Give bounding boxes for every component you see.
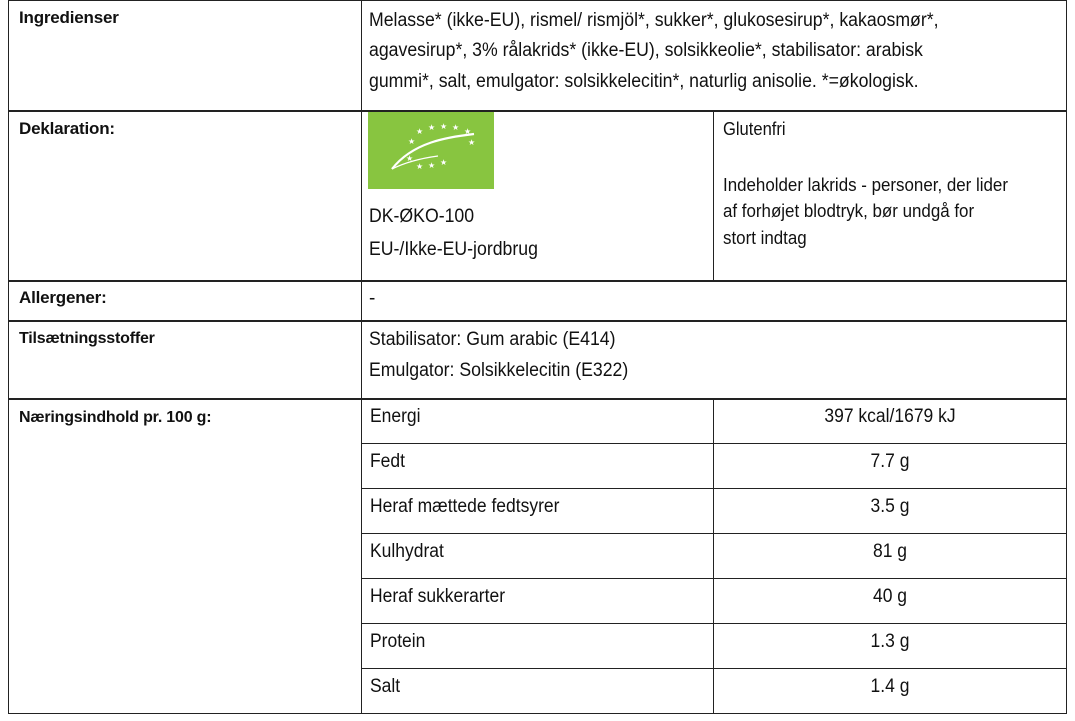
- row-border: [361, 533, 1067, 534]
- naering-label: Næringsindhold pr. 100 g:: [19, 409, 212, 426]
- svg-text:★: ★: [428, 123, 436, 132]
- nutrition-name: Fedt: [370, 451, 405, 472]
- column-border: [713, 111, 714, 281]
- column-border: [8, 0, 9, 714]
- svg-text:★: ★: [416, 162, 424, 171]
- svg-text:★: ★: [416, 127, 424, 136]
- ingredient-line: Melasse* (ikke-EU), rismel/ rismjöl*, sukker*, glukosesirup*, kakaosmør*,: [369, 10, 939, 31]
- eu-organic-leaf-logo-icon: [368, 112, 494, 189]
- nutrition-value: 1.3 g: [870, 631, 910, 652]
- nutrition-name: Heraf mættede fedtsyrer: [370, 496, 560, 517]
- svg-text:★: ★: [464, 127, 472, 136]
- tilsaetning-label: Tilsætningsstoffer: [19, 330, 155, 347]
- row-border: [8, 399, 1067, 400]
- nutrition-name: Energi: [370, 406, 421, 427]
- deklaration-label: Deklaration:: [19, 119, 115, 138]
- nutrition-name: Protein: [370, 631, 426, 652]
- nutrition-value: 397 kcal/1679 kJ: [824, 406, 956, 427]
- row-border: [8, 0, 1067, 1]
- licorice-warning-line: stort indtag: [723, 228, 807, 248]
- nutrition-value: 1.4 g: [870, 676, 910, 697]
- licorice-warning-line: Indeholder lakrids - personer, der lider: [723, 175, 1008, 195]
- row-border: [361, 623, 1067, 624]
- row-border: [8, 111, 1067, 112]
- nutrition-name: Kulhydrat: [370, 541, 444, 562]
- row-border: [8, 321, 1067, 322]
- nutrition-value: 3.5 g: [870, 496, 910, 517]
- svg-text:★: ★: [452, 123, 460, 132]
- additive-line: Stabilisator: Gum arabic (E414): [369, 329, 616, 350]
- nutrition-name: Salt: [370, 676, 401, 697]
- licorice-warning-line: af forhøjet blodtryk, bør undgå for: [723, 201, 975, 221]
- additive-line: Emulgator: Solsikkelecitin (E322): [369, 360, 629, 381]
- svg-text:★: ★: [428, 161, 436, 170]
- svg-text:★: ★: [468, 138, 476, 147]
- row-border: [8, 281, 1067, 282]
- svg-text:★: ★: [406, 154, 414, 163]
- column-border: [1066, 0, 1067, 714]
- column-border: [713, 399, 714, 714]
- nutrition-value: 7.7 g: [870, 451, 910, 472]
- organic-code: DK-ØKO-100: [369, 206, 475, 227]
- row-border: [361, 488, 1067, 489]
- ingredient-line: agavesirup*, 3% rålakrids* (ikke-EU), solsikkeolie*, stabilisator: arabisk: [369, 40, 923, 61]
- nutrition-value: 81 g: [872, 541, 908, 562]
- column-border: [361, 0, 362, 714]
- row-border: [361, 578, 1067, 579]
- gluten-status: Glutenfri: [723, 119, 786, 139]
- row-border: [361, 668, 1067, 669]
- svg-text:★: ★: [440, 158, 448, 167]
- row-border: [8, 713, 1067, 714]
- ingredient-line: gummi*, salt, emulgator: solsikkelecitin*, naturlig anisolie. *=økologisk.: [369, 71, 919, 92]
- nutrition-name: Heraf sukkerarter: [370, 586, 506, 607]
- nutrition-value: 40 g: [872, 586, 908, 607]
- organic-origin: EU-/Ikke-EU-jordbrug: [369, 239, 538, 260]
- row-border: [361, 443, 1067, 444]
- allergener-value: -: [369, 288, 376, 309]
- allergener-label: Allergener:: [19, 288, 107, 307]
- ingredienser-label: Ingredienser: [19, 8, 119, 27]
- svg-text:★: ★: [408, 137, 416, 146]
- svg-text:★: ★: [440, 122, 448, 131]
